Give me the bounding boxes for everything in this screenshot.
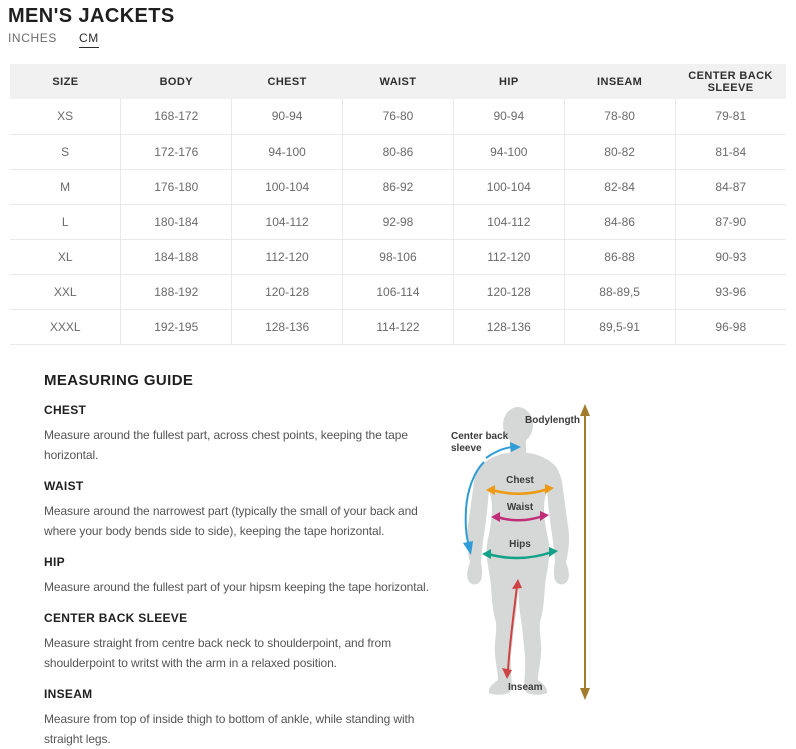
arrow-down-icon	[580, 688, 590, 700]
measurement-cell: 98-106	[343, 239, 454, 274]
measurement-cell: 104-112	[453, 204, 564, 239]
tab-inches[interactable]: INCHES	[8, 31, 57, 45]
column-header-chest: CHEST	[232, 64, 343, 99]
hips-label: Hips	[509, 539, 531, 550]
bodylength-arrow	[580, 404, 590, 700]
measurement-cell: 90-93	[675, 239, 786, 274]
measurement-cell: 168-172	[121, 99, 232, 134]
size-cell: L	[10, 204, 121, 239]
measurement-cell: 94-100	[232, 134, 343, 169]
measurement-cell: 82-84	[564, 169, 675, 204]
column-header-hip: HIP	[453, 64, 564, 99]
measurement-cell: 128-136	[232, 309, 343, 344]
guide-heading-center-back-sleeve: CENTER BACK SLEEVE	[44, 611, 188, 625]
measurement-cell: 80-82	[564, 134, 675, 169]
guide-heading-chest: CHEST	[44, 403, 87, 417]
column-header-center-back-sleeve: CENTER BACK SLEEVE	[675, 64, 786, 99]
measurement-cell: 78-80	[564, 99, 675, 134]
column-header-body: BODY	[121, 64, 232, 99]
table-row	[10, 239, 786, 274]
measurement-cell: 176-180	[121, 169, 232, 204]
guide-section-chest	[44, 403, 446, 465]
measuring-guide	[44, 372, 446, 749]
measurement-cell: 84-87	[675, 169, 786, 204]
size-cell: XXXL	[10, 309, 121, 344]
measurement-cell: 79-81	[675, 99, 786, 134]
measurement-cell: 93-96	[675, 274, 786, 309]
size-cell: M	[10, 169, 121, 204]
header-row	[10, 64, 786, 99]
measurement-cell: 188-192	[121, 274, 232, 309]
measurement-cell: 184-188	[121, 239, 232, 274]
measurement-cell: 112-120	[453, 239, 564, 274]
measurement-cell: 172-176	[121, 134, 232, 169]
guide-text-hip: Measure around the fullest part of your hipsm keeping the tape horizontal.	[44, 580, 429, 594]
measurement-cell: 100-104	[232, 169, 343, 204]
measurement-cell: 96-98	[675, 309, 786, 344]
guide-heading-hip: HIP	[44, 555, 65, 569]
measurement-cell: 94-100	[453, 134, 564, 169]
size-cell: S	[10, 134, 121, 169]
measurement-cell: 86-88	[564, 239, 675, 274]
waist-label: Waist	[506, 502, 534, 513]
column-header-waist: WAIST	[343, 64, 454, 99]
measurement-cell: 128-136	[453, 309, 564, 344]
guide-heading-waist: WAIST	[44, 479, 84, 493]
measurement-cell: 192-195	[121, 309, 232, 344]
measurement-cell: 89,5-91	[564, 309, 675, 344]
measurement-cell: 120-128	[453, 274, 564, 309]
guide-heading-inseam: INSEAM	[44, 687, 93, 701]
measurement-cell: 120-128	[232, 274, 343, 309]
guide-text-chest: Measure around the fullest part, across chest points, keeping the tape horizontal.	[44, 428, 408, 462]
measurement-cell: 104-112	[232, 204, 343, 239]
measuring-guide-title: MEASURING GUIDE	[44, 372, 194, 389]
guide-section-inseam	[44, 687, 446, 749]
guide-section-hip	[44, 555, 446, 597]
measurement-cell: 90-94	[232, 99, 343, 134]
table-row	[10, 169, 786, 204]
measurement-cell: 100-104	[453, 169, 564, 204]
measurement-cell: 106-114	[343, 274, 454, 309]
table-row	[10, 204, 786, 239]
measurement-cell: 80-86	[343, 134, 454, 169]
bodylength-label: Bodylength	[525, 415, 580, 426]
column-header-size: SIZE	[10, 64, 121, 99]
size-chart-header	[10, 64, 786, 99]
guide-text-inseam: Measure from top of inside thigh to bottom of ankle, while standing with straight legs.	[44, 712, 415, 746]
measurement-cell: 112-120	[232, 239, 343, 274]
arrow-up-icon	[580, 404, 590, 416]
measurement-cell: 86-92	[343, 169, 454, 204]
measurement-cell: 92-98	[343, 204, 454, 239]
measurement-cell: 81-84	[675, 134, 786, 169]
measurement-cell: 88-89,5	[564, 274, 675, 309]
table-row	[10, 134, 786, 169]
measuring-diagram	[430, 390, 650, 700]
measurement-cell: 90-94	[453, 99, 564, 134]
tab-cm[interactable]: CM	[79, 31, 99, 48]
table-row	[10, 274, 786, 309]
size-cell: XS	[10, 99, 121, 134]
unit-tabs	[8, 31, 99, 48]
guide-section-center-back-sleeve	[44, 611, 446, 673]
table-row	[10, 99, 786, 134]
measurement-cell: 76-80	[343, 99, 454, 134]
arrow-left-icon	[482, 549, 491, 559]
guide-text-waist: Measure around the narrowest part (typically the small of your back and where your body bends side to side), keeping the tape horizontal.	[44, 504, 418, 538]
guide-section-waist	[44, 479, 446, 541]
center-back-sleeve-label-line2: sleeve	[451, 443, 482, 454]
center-back-sleeve-label-line1: Center back	[451, 431, 509, 442]
table-row	[10, 309, 786, 344]
chest-label: Chest	[506, 475, 534, 486]
guide-text-center-back-sleeve: Measure straight from centre back neck to shoulderpoint, and from shoulderpoint to writst with the arm in a relaxed position.	[44, 636, 392, 670]
measurement-cell: 87-90	[675, 204, 786, 239]
size-table-body	[10, 99, 786, 344]
size-cell: XL	[10, 239, 121, 274]
page-title: MEN'S JACKETS	[8, 5, 175, 27]
column-header-inseam: INSEAM	[564, 64, 675, 99]
inseam-label: Inseam	[508, 682, 543, 693]
measurement-cell: 180-184	[121, 204, 232, 239]
measurement-cell: 114-122	[343, 309, 454, 344]
measurement-cell: 84-86	[564, 204, 675, 239]
size-cell: XXL	[10, 274, 121, 309]
size-chart-table	[10, 64, 786, 345]
